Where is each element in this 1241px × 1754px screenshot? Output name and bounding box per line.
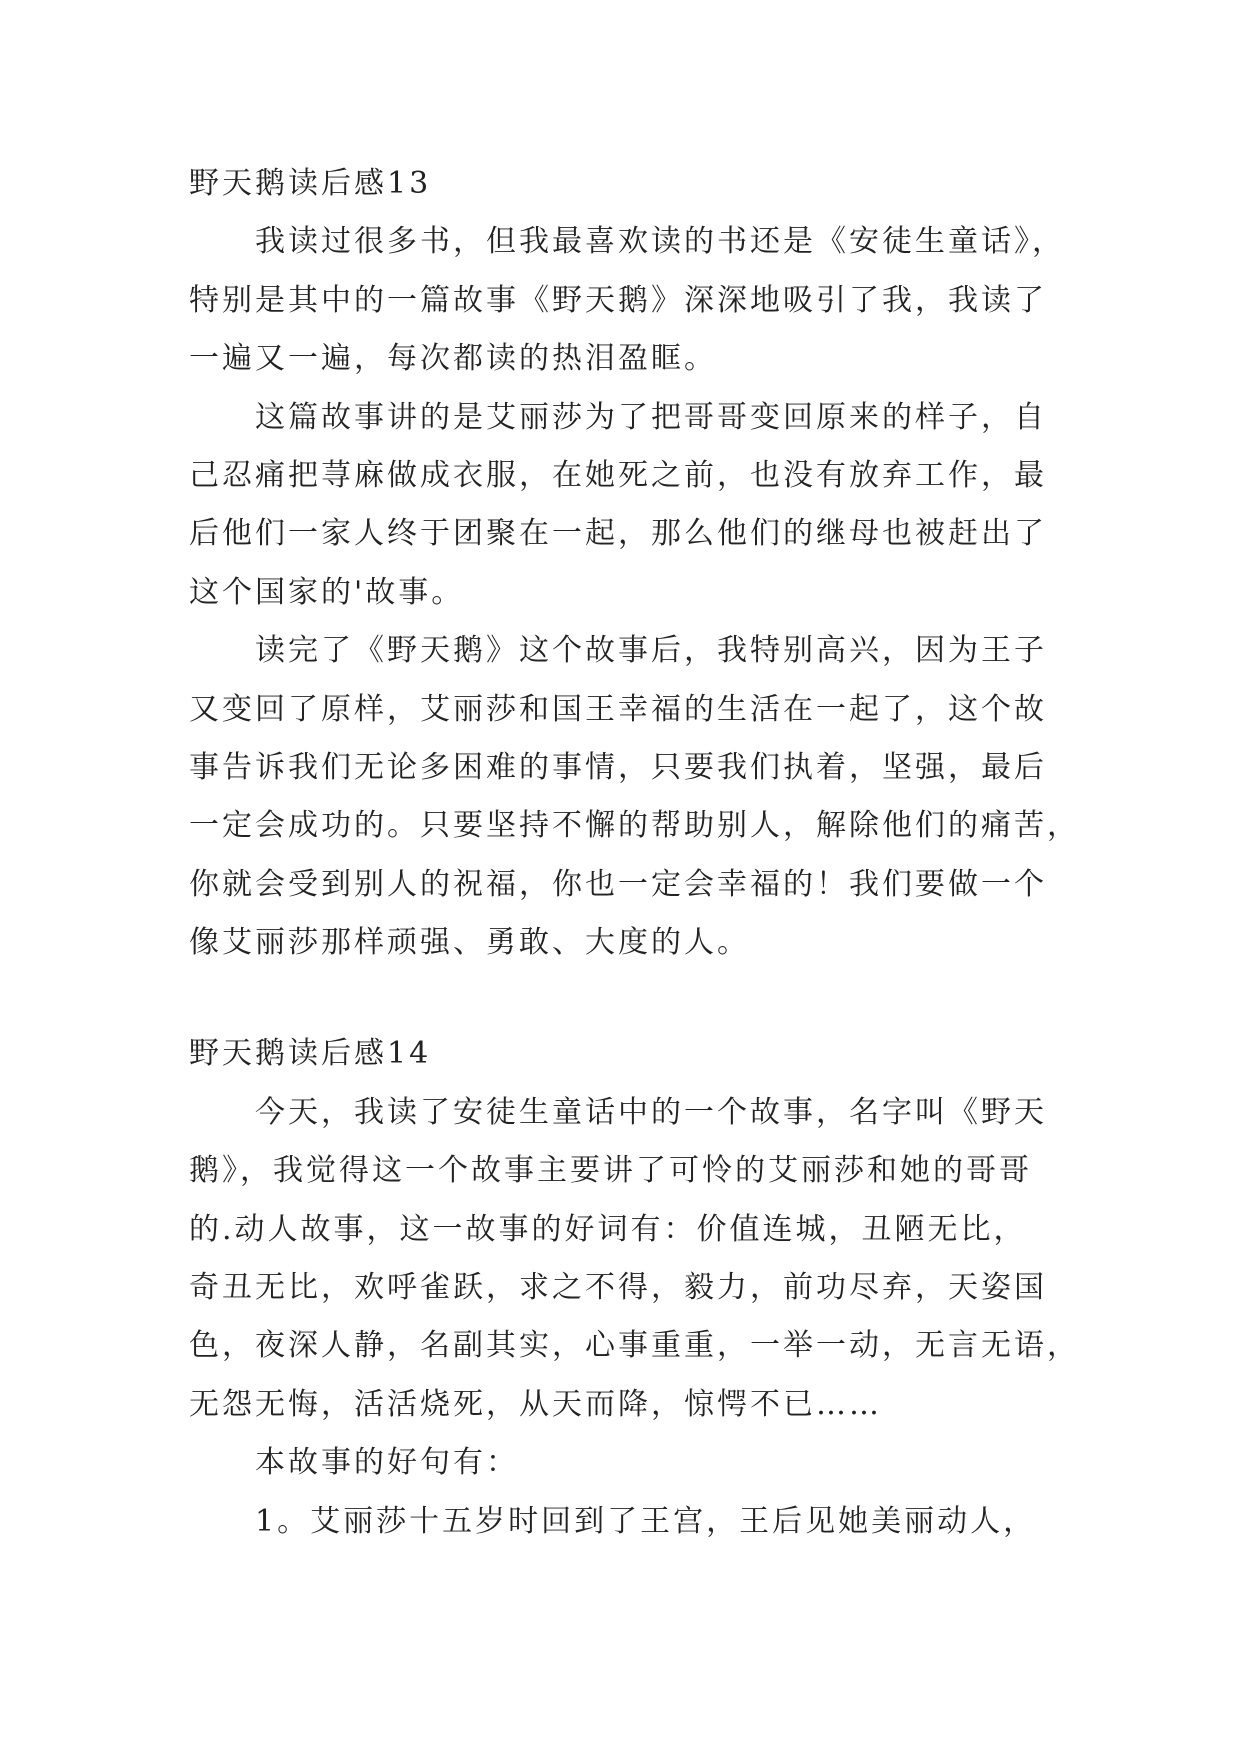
section-title: 野天鹅读后感14 bbox=[189, 1036, 432, 1072]
text-line: 无怨无悔，活活烧死，从天而降，惊愕不已…… bbox=[189, 1386, 882, 1422]
section-title: 野天鹅读后感13 bbox=[189, 166, 432, 201]
paragraph bbox=[189, 1493, 1089, 1551]
text-line: 这个国家的'故事。 bbox=[189, 574, 465, 610]
paragraph bbox=[189, 1084, 1089, 1434]
text-line: 这篇故事讲的是艾丽莎为了把哥哥变回原来的样子，自 bbox=[255, 399, 1047, 435]
paragraph bbox=[189, 1434, 1089, 1492]
text-line: 的.动人故事，这一故事的好词有：价值连城，丑陋无比， bbox=[189, 1211, 1027, 1247]
text-line: 又变回了原样，艾丽莎和国王幸福的生活在一起了，这个故 bbox=[189, 691, 1047, 727]
text-line: 己忍痛把荨麻做成衣服，在她死之前，也没有放弃工作，最 bbox=[189, 457, 1047, 493]
text-line: 读完了《野天鹅》这个故事后，我特别高兴，因为王子 bbox=[255, 633, 1047, 669]
essay-section bbox=[189, 155, 1089, 972]
paragraph bbox=[189, 213, 1089, 388]
text-line: 一遍又一遍，每次都读的热泪盈眶。 bbox=[189, 341, 717, 377]
paragraph bbox=[189, 389, 1089, 623]
paragraph bbox=[189, 622, 1089, 972]
text-line: 奇丑无比，欢呼雀跃，求之不得，毅力，前功尽弃，天姿国 bbox=[189, 1270, 1047, 1306]
text-line: 特别是其中的一篇故事《野天鹅》深深地吸引了我，我读了 bbox=[189, 282, 1047, 318]
essay-section bbox=[189, 1025, 1089, 1551]
document-body bbox=[189, 155, 1089, 1551]
text-line: 事告诉我们无论多困难的事情，只要我们执着，坚强，最后 bbox=[189, 749, 1047, 785]
text-line: 今天，我读了安徒生童话中的一个故事，名字叫《野天 bbox=[255, 1094, 1047, 1130]
text-line: 一定会成功的。只要坚持不懈的帮助别人，解除他们的痛苦， bbox=[189, 808, 1080, 844]
text-line: 色，夜深人静，名副其实，心事重重，一举一动，无言无语， bbox=[189, 1328, 1080, 1364]
text-line: 你就会受到别人的祝福，你也一定会幸福的！我们要做一个 bbox=[189, 866, 1047, 902]
text-line: 我读过很多书，但我最喜欢读的书还是《安徒生童话》， bbox=[255, 224, 1065, 260]
text-line: 1。艾丽莎十五岁时回到了王宫，王后见她美丽动人， bbox=[255, 1503, 1037, 1539]
text-line: 本故事的好句有： bbox=[255, 1445, 519, 1481]
text-line: 像艾丽莎那样顽强、勇敢、大度的人。 bbox=[189, 925, 750, 961]
text-line: 鹅》，我觉得这一个故事主要讲了可怜的艾丽莎和她的哥哥 bbox=[189, 1153, 1032, 1189]
text-line: 后他们一家人终于团聚在一起，那么他们的继母也被赶出了 bbox=[189, 516, 1047, 552]
